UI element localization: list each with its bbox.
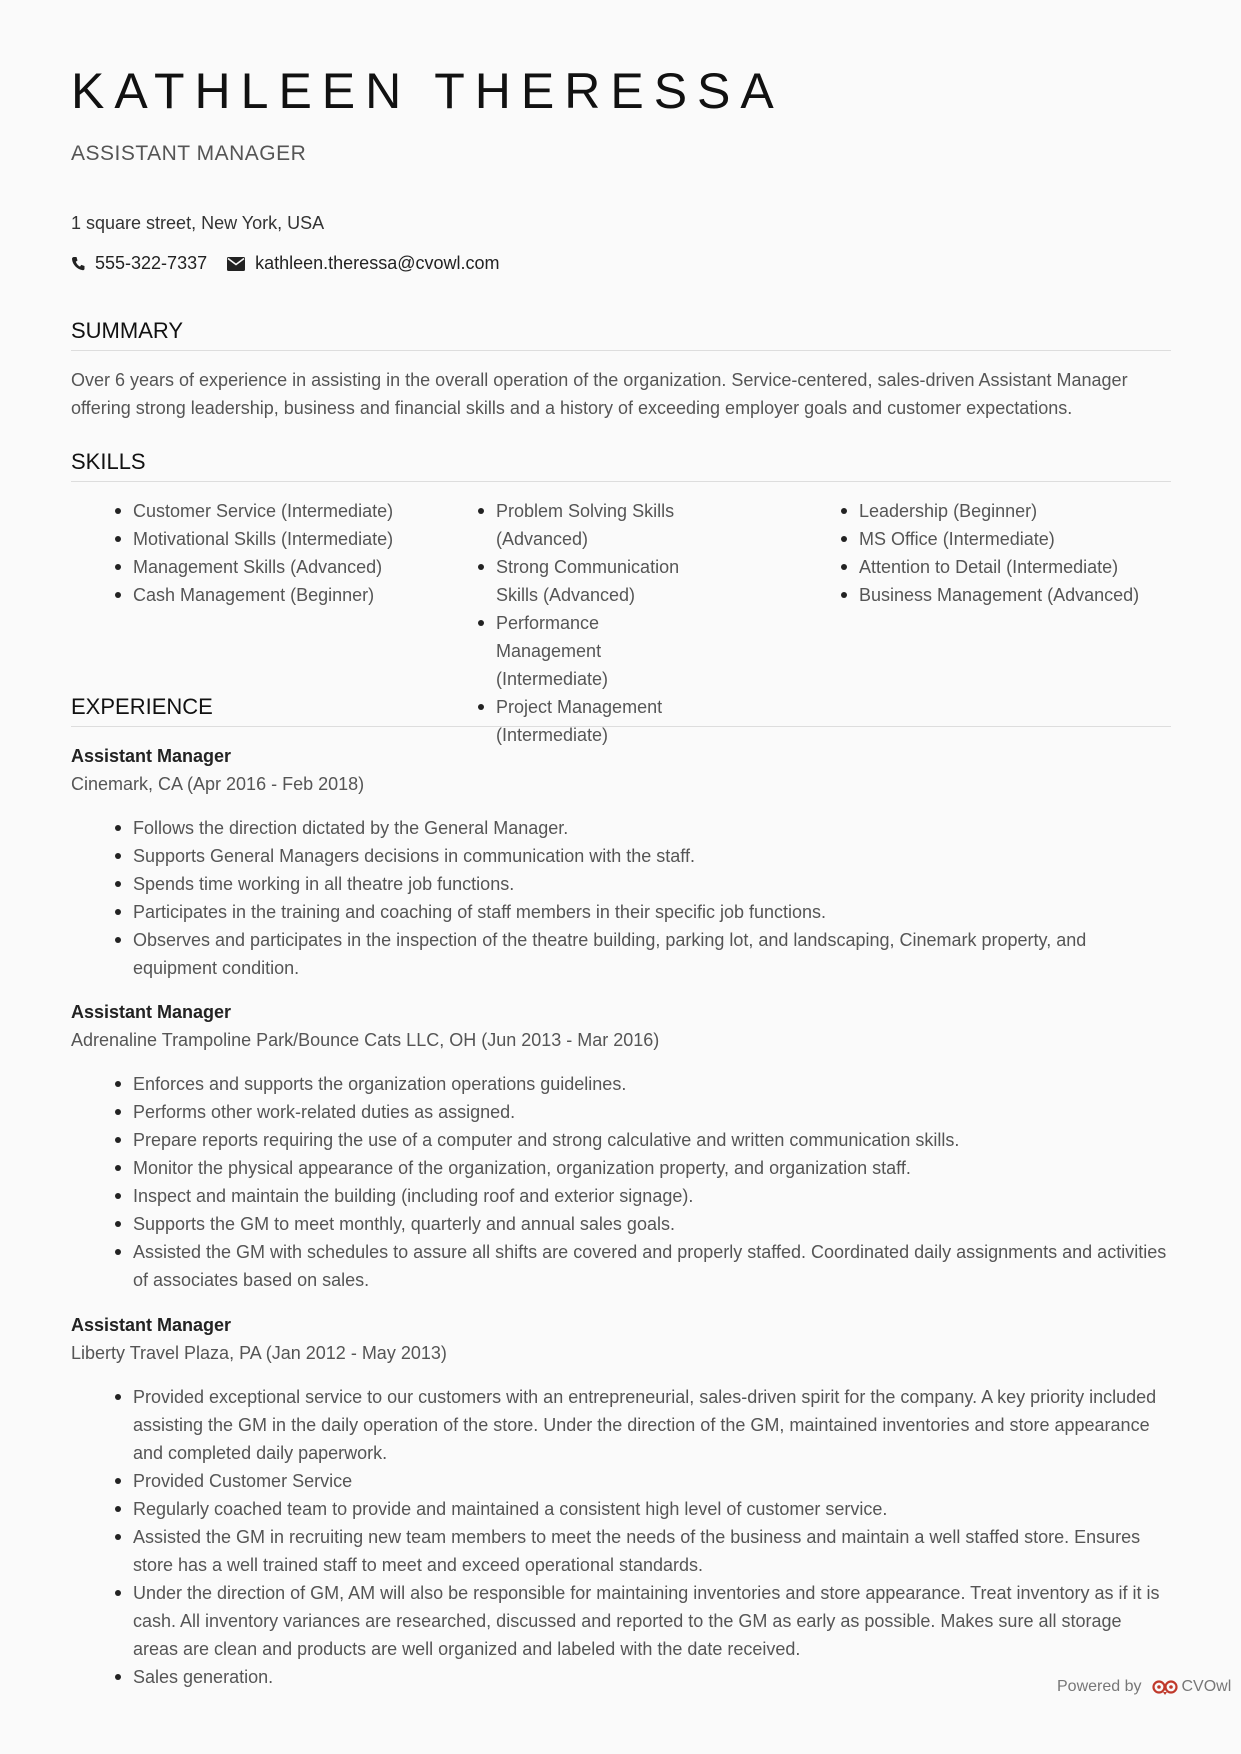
job-role: Assistant Manager [71,746,232,766]
skill-item: Project Management (Intermediate) [434,693,764,749]
job-company: Adrenaline Trampoline Park/Bounce Cats LLC, OH (Jun 2013 - Mar 2016) [71,1030,660,1050]
skills-heading: SKILLS [71,449,1171,482]
experience-entry-3 [71,1311,1171,1691]
skill-item: Customer Service (Intermediate) [71,497,401,525]
duty-item: Provided Customer Service [71,1467,1171,1495]
email-address[interactable]: kathleen.theressa@cvowl.com [255,253,500,273]
duty-item: Supports General Managers decisions in communication with the staff. [71,842,1171,870]
summary-text: Over 6 years of experience in assisting in the overall operation of the organization. Service-centered, sales-driven Assistant Manager offering strong leadership, business and financial skills and a history of exceeding employer goals and customer expectations. [71,370,1128,418]
job-company: Cinemark, CA (Apr 2016 - Feb 2018) [71,774,365,794]
duty-item: Supports the GM to meet monthly, quarterly and annual sales goals. [71,1210,1171,1238]
owl-logo-icon [1152,1678,1178,1696]
experience-heading: EXPERIENCE [71,694,1171,727]
skill-item: Strong Communication Skills (Advanced) [434,553,764,609]
skill-item: Performance Management (Intermediate) [434,609,764,693]
duty-item: Observes and participates in the inspection of the theatre building, parking lot, and landscaping, Cinemark property, and equipment condition. [71,926,1171,982]
duty-item: Follows the direction dictated by the General Manager. [71,814,1171,842]
skill-item: Management Skills (Advanced) [71,553,401,581]
phone-contact [71,253,207,274]
email-contact [227,253,499,274]
duty-item: Spends time working in all theatre job functions. [71,870,1171,898]
job-role: Assistant Manager [71,1315,232,1335]
duty-item: Prepare reports requiring the use of a computer and strong calculative and written communication skills. [71,1126,1171,1154]
address: 1 square street, New York, USA [71,213,325,233]
skill-item: Cash Management (Beginner) [71,581,401,609]
skill-item: Problem Solving Skills (Advanced) [434,497,764,553]
duty-item: Provided exceptional service to our customers with an entrepreneurial, sales-driven spirit for the company. A key priority included assisting the GM in the daily operation of the store. Under the direction of the GM, maintained inventories and store appearance and completed daily paperwork. [71,1383,1171,1467]
duty-item: Under the direction of GM, AM will also be responsible for maintaining inventories and store appearance. Treat inventory as if it is cash. All inventory variances are researched, discussed and reported to the GM as early as possible. Makes sure all storage areas are clean and products are well organized and labeled with the date received. [71,1579,1171,1663]
skills-column-1 [71,497,401,609]
candidate-name: KATHLEEN THERESSA [71,63,784,119]
experience-entry-1 [71,742,1171,982]
duty-item: Sales generation. [71,1663,1171,1691]
skill-item: Business Management (Advanced) [797,581,1171,609]
phone-number[interactable]: 555-322-7337 [95,253,208,273]
duty-item: Monitor the physical appearance of the organization, organization property, and organization staff. [71,1154,1171,1182]
duty-item: Inspect and maintain the building (including roof and exterior signage). [71,1182,1171,1210]
skill-item: Leadership (Beginner) [797,497,1171,525]
phone-icon [71,256,85,272]
powered-by-text: Powered by [1057,1678,1142,1695]
job-role: Assistant Manager [71,1002,232,1022]
job-company: Liberty Travel Plaza, PA (Jan 2012 - May 2013) [71,1343,447,1363]
duty-item: Assisted the GM with schedules to assure all shifts are covered and properly staffed. Coordinated daily assignments and activities of associates based on sales. [71,1238,1171,1294]
duty-item: Participates in the training and coaching of staff members in their specific job functions. [71,898,1171,926]
skill-item: MS Office (Intermediate) [797,525,1171,553]
skill-item: Motivational Skills (Intermediate) [71,525,401,553]
skill-item: Attention to Detail (Intermediate) [797,553,1171,581]
job-duties [71,1070,1171,1294]
envelope-icon [227,257,245,271]
contact-row [71,253,520,274]
experience-entry-2 [71,998,1171,1294]
powered-by-footer[interactable] [1057,1678,1231,1696]
duty-item: Assisted the GM in recruiting new team members to meet the needs of the business and maintain a well staffed store. Ensures store has a well trained staff to meet and exceed operational standards. [71,1523,1171,1579]
duty-item: Regularly coached team to provide and maintained a consistent high level of customer service. [71,1495,1171,1523]
job-duties [71,814,1171,982]
skills-column-3 [797,497,1171,609]
duty-item: Performs other work-related duties as assigned. [71,1098,1171,1126]
brand-name: CVOwl [1181,1678,1232,1695]
duty-item: Enforces and supports the organization operations guidelines. [71,1070,1171,1098]
summary-heading: SUMMARY [71,318,1171,351]
job-title: ASSISTANT MANAGER [71,142,307,165]
job-duties [71,1383,1171,1691]
